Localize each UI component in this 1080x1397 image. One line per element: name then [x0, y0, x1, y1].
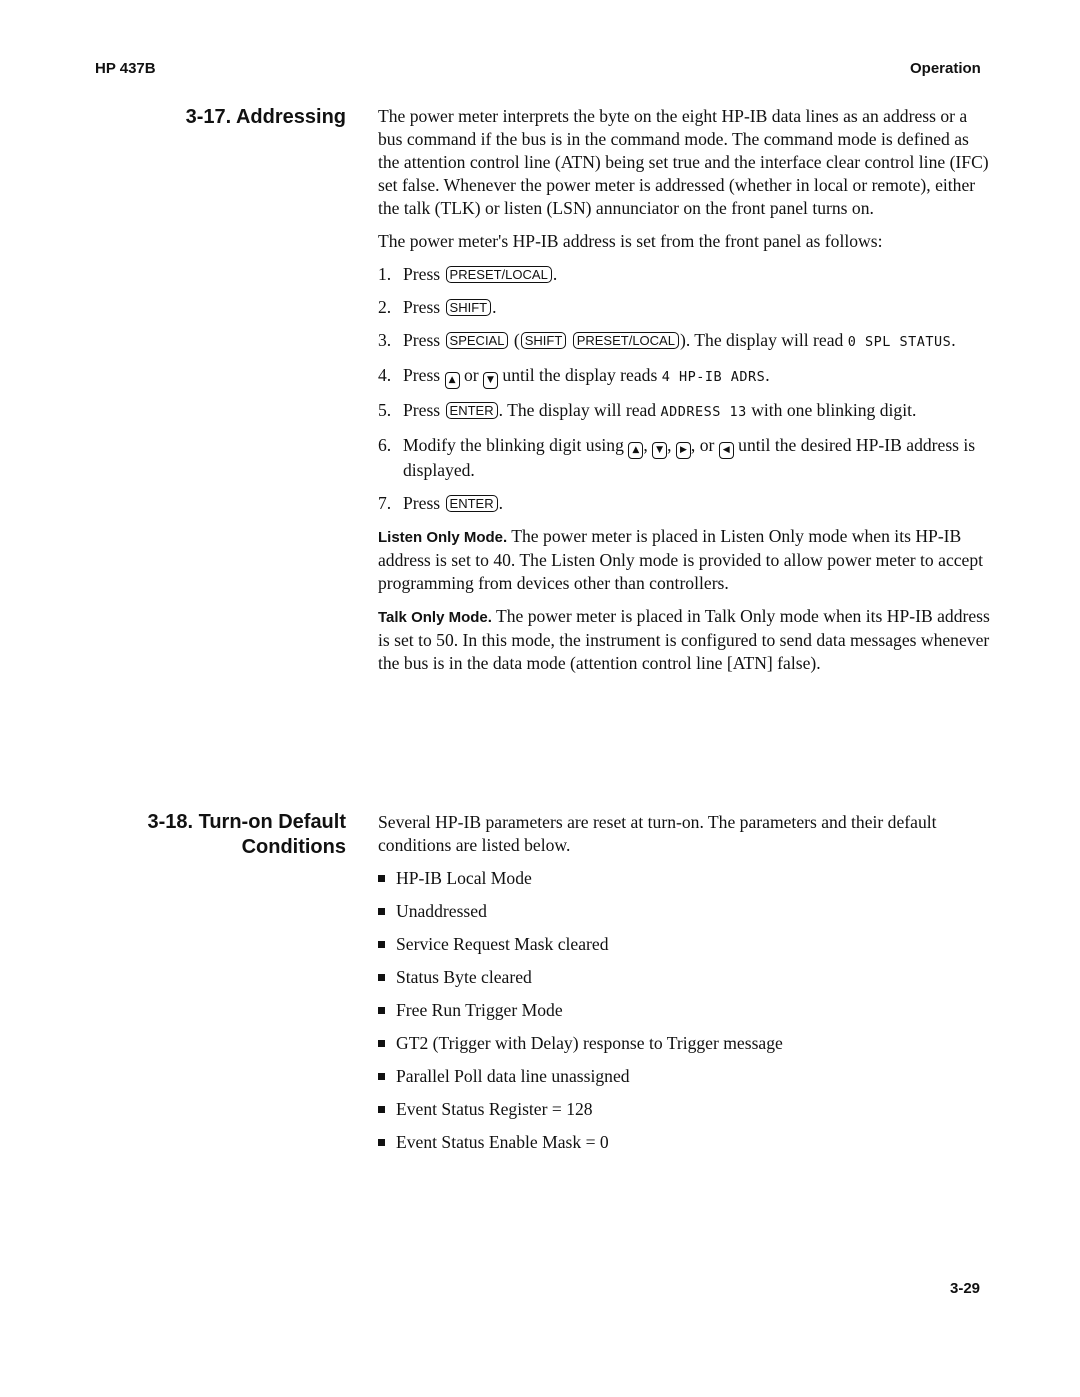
- step-text: [403, 492, 503, 515]
- steps-list: [378, 263, 990, 515]
- run-in-heading: Talk Only Mode.: [378, 609, 492, 626]
- text: Press: [403, 493, 445, 513]
- paragraph-text: The power meter is placed in Listen Only mode when its HP-IB address is set to 40. The Listen Only mode is provided to allow power meter to accept programming from devices other than controllers.: [378, 526, 984, 593]
- key-cap: ENTER: [446, 402, 498, 419]
- key-cap: SPECIAL: [446, 332, 509, 349]
- list-item: [378, 1131, 990, 1154]
- up-arrow-key-icon: ▲: [628, 442, 643, 459]
- text: Press: [403, 264, 445, 284]
- list-item: [378, 399, 990, 424]
- text: .: [492, 297, 497, 317]
- text: Modify the blinking digit using: [403, 435, 629, 455]
- text: ,: [667, 435, 676, 455]
- paragraph: The power meter's HP-IB address is set from the front panel as follows:: [378, 231, 883, 251]
- list-item: [378, 1065, 990, 1088]
- text: or: [459, 365, 483, 385]
- right-arrow-key-icon: ▶: [676, 442, 691, 459]
- bullet-icon: [378, 1007, 385, 1014]
- list-item-text: Event Status Enable Mask = 0: [396, 1132, 609, 1152]
- step-number: 7.: [378, 493, 392, 513]
- list-item-text: Service Request Mask cleared: [396, 934, 609, 954]
- text: , or: [690, 435, 719, 455]
- text: . The display will read: [498, 400, 661, 420]
- list-item-text: Event Status Register = 128: [396, 1099, 593, 1119]
- step-number: 1.: [378, 264, 392, 284]
- list-item: [378, 1098, 990, 1121]
- key-cap: PRESET/LOCAL: [573, 332, 679, 349]
- text: with one blinking digit.: [746, 400, 917, 420]
- text: ). The display will read: [679, 330, 848, 350]
- bullet-icon: [378, 941, 385, 948]
- list-item-text: Status Byte cleared: [396, 967, 532, 987]
- list-item-text: HP-IB Local Mode: [396, 868, 532, 888]
- step-number: 2.: [378, 297, 392, 317]
- text: [567, 330, 571, 350]
- list-item: [378, 329, 990, 354]
- list-item-text: Parallel Poll data line unassigned: [396, 1066, 630, 1086]
- step-number: 3.: [378, 330, 392, 350]
- bullet-icon: [378, 974, 385, 981]
- defaults-list: [378, 867, 990, 1154]
- paragraph: Several HP-IB parameters are reset at turn-on. The parameters and their default conditions are listed below.: [378, 812, 937, 855]
- text: .: [951, 330, 956, 350]
- run-in-heading: Listen Only Mode.: [378, 529, 508, 546]
- key-cap: ENTER: [446, 495, 498, 512]
- step-text: [403, 263, 557, 286]
- list-item: [378, 1032, 990, 1055]
- list-item: [378, 999, 990, 1022]
- list-item: [378, 966, 990, 989]
- text: Press: [403, 365, 445, 385]
- text: until the display reads: [498, 365, 662, 385]
- header-chapter: Operation: [910, 60, 981, 77]
- section-heading-turn-on: [147, 810, 346, 860]
- bullet-icon: [378, 1073, 385, 1080]
- text: .: [498, 493, 504, 513]
- list-item: [378, 296, 990, 319]
- section-turn-on-body: [378, 811, 990, 1164]
- list-item: [378, 492, 990, 515]
- display-readout: 0 SPL STATUS: [847, 334, 952, 350]
- list-item: [378, 263, 990, 286]
- section-heading-addressing: 3-17. Addressing: [185, 106, 346, 128]
- text: Press: [403, 330, 445, 350]
- text: .: [765, 365, 770, 385]
- text: .: [552, 264, 558, 284]
- bullet-icon: [378, 1106, 385, 1113]
- key-cap: PRESET/LOCAL: [446, 266, 552, 283]
- left-arrow-key-icon: ◀: [719, 442, 734, 459]
- step-number: 5.: [378, 400, 392, 420]
- display-readout: 4 HP-IB ADRS: [661, 369, 766, 385]
- listen-only-paragraph: [378, 525, 990, 595]
- step-number: 4.: [378, 365, 392, 385]
- heading-line: Conditions: [241, 836, 346, 858]
- bullet-icon: [378, 875, 385, 882]
- step-number: 6.: [378, 435, 392, 455]
- text: Press: [403, 400, 445, 420]
- list-item: [378, 434, 990, 482]
- text: (: [509, 330, 520, 350]
- list-item: [378, 933, 990, 956]
- bullet-icon: [378, 1139, 385, 1146]
- paragraph: The power meter interprets the byte on the eight HP-IB data lines as an address or a bus command if the bus is in the command mode. The command mode is defined as the attention control line (ATN) being set true and the interface clear control line (IFC) set false. Whenever the power meter is addressed (whether in local or remote), either the talk (TLK) or listen (LSN) annunciator on the front panel turns on.: [378, 106, 989, 218]
- step-text: [403, 399, 916, 424]
- header-model: HP 437B: [95, 60, 156, 77]
- list-item: [378, 900, 990, 923]
- list-item-text: GT2 (Trigger with Delay) response to Trigger message: [396, 1033, 783, 1053]
- key-cap: SHIFT: [521, 332, 567, 349]
- paragraph-text: The power meter is placed in Talk Only mode when its HP-IB address is set to 50. In this mode, the instrument is configured to send data messages whenever the bus is in the data mode (attention control line [ATN] false).: [378, 606, 990, 673]
- bullet-icon: [378, 908, 385, 915]
- key-cap: SHIFT: [446, 299, 492, 316]
- text: Press: [403, 297, 445, 317]
- list-item: [378, 867, 990, 890]
- page-number: 3-29: [950, 1280, 981, 1297]
- section-addressing-body: [378, 105, 990, 685]
- text: ,: [643, 435, 653, 455]
- step-text: [403, 364, 770, 389]
- down-arrow-key-icon: ▼: [483, 372, 498, 389]
- list-item: [378, 364, 990, 389]
- list-item-text: Free Run Trigger Mode: [396, 1000, 563, 1020]
- talk-only-paragraph: [378, 605, 990, 675]
- list-item-text: Unaddressed: [396, 901, 487, 921]
- up-arrow-key-icon: ▲: [445, 372, 460, 389]
- display-readout: ADDRESS 13: [660, 404, 747, 420]
- step-text: [403, 329, 956, 354]
- step-text: [403, 434, 990, 482]
- down-arrow-key-icon: ▼: [652, 442, 667, 459]
- step-text: [403, 296, 497, 319]
- heading-line: 3-18. Turn-on Default: [147, 811, 346, 833]
- bullet-icon: [378, 1040, 385, 1047]
- text: until the desired HP-IB address is displayed.: [403, 435, 980, 480]
